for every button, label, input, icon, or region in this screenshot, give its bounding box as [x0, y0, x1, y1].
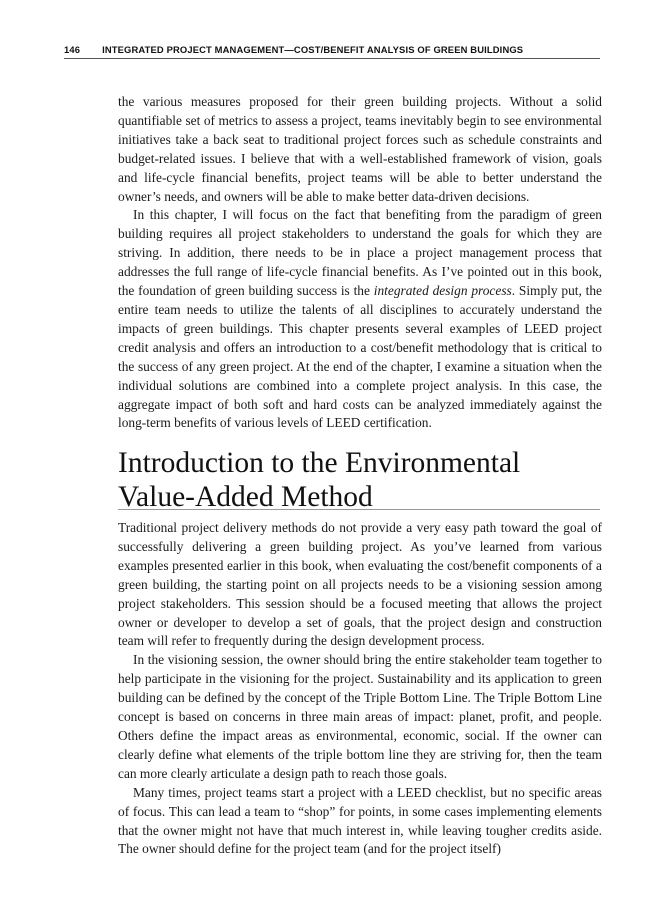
body-text-top [118, 93, 602, 433]
section-heading [118, 446, 600, 514]
page-number: 146 [64, 44, 81, 55]
paragraph-traditional-delivery: Traditional project delivery methods do not provide a very easy path toward the goal of successfully delivering a green building project. As you’ve learned from various examples presented earlier in this book, when evaluating the cost/benefit components of a green building, the starting point on all projects needs to be a visioning session among project stakeholders. This session should be a focused meeting that allows the project owner or developer to develop a set of goals, that the project design and construction team will refer to frequently during the design development process. [118, 520, 602, 649]
section-heading-line-2: Value-Added Method [118, 481, 373, 513]
paragraph-continued: the various measures proposed for their green building projects. Without a solid quantifiable set of metrics to assess a project, teams inevitably begin to see environmental initiatives take a back seat to traditional project forces such as schedule constraints and budget-related issues. I believe that with a well-established framework of vision, goals and life-cycle financial benefits, project teams will be able to better understand the owner’s needs, and owners will be able to make better data-driven decisions. [118, 94, 602, 204]
section-rule [118, 509, 600, 510]
paragraph-text: In this chapter, I will focus on the fact that benefiting from the paradigm of green building requires all project stakeholders to understand the goals for which they are striving. In addition, there needs to be in place a project management process that addresses the full range of life-cycle financial benefits. As I’ve pointed out in this book, the foundation of green building success is the [118, 207, 602, 299]
section-heading-line-1: Introduction to the Environmental [118, 447, 521, 479]
paragraph-text: . Simply put, the entire team needs to utilize the talents of all disciplines to accurately understand the impacts of green buildings. This chapter presents several examples of LEED project credit analysis and offers an introduction to a cost/benefit methodology that is critical to the success of any green project. At the end of the chapter, I examine a situation when the individual solutions are combined into a complete project analysis. In this case, the aggregate impact of both soft and hard costs can be analyzed immediately against the long-term benefits of various levels of LEED certification. [118, 283, 602, 431]
running-title: INTEGRATED PROJECT MANAGEMENT—COST/BENEFIT ANALYSIS OF GREEN BUILDINGS [102, 44, 524, 55]
emphasis-integrated-design-process: integrated design process [373, 283, 512, 299]
paragraph-visioning-session: In the visioning session, the owner should bring the entire stakeholder team together to help participate in the visioning for the project. Sustainability and its application to green building can be defined by the concept of the Triple Bottom Line. The Triple Bottom Line concept is based on concerns in three main areas of impact: planet, profit, and people. Others define the impact areas as environmental, economic, social. If the owner can clearly define what elements of the triple bottom line they are striving for, then the team can more clearly articulate a design path to reach those goals. [118, 652, 602, 781]
paragraph-chapter-focus [118, 206, 602, 433]
paragraph-leed-checklist: Many times, project teams start a project with a LEED checklist, but no specific areas of focus. This can lead a team to “shop” for points, in some cases implementing elements that the owner might not have that much interest in, while leaving tougher credits aside. The owner should define for the project team (and for the project itself) [118, 784, 602, 857]
body-text-section [118, 519, 602, 859]
header-rule [64, 58, 600, 59]
running-head [64, 44, 600, 55]
